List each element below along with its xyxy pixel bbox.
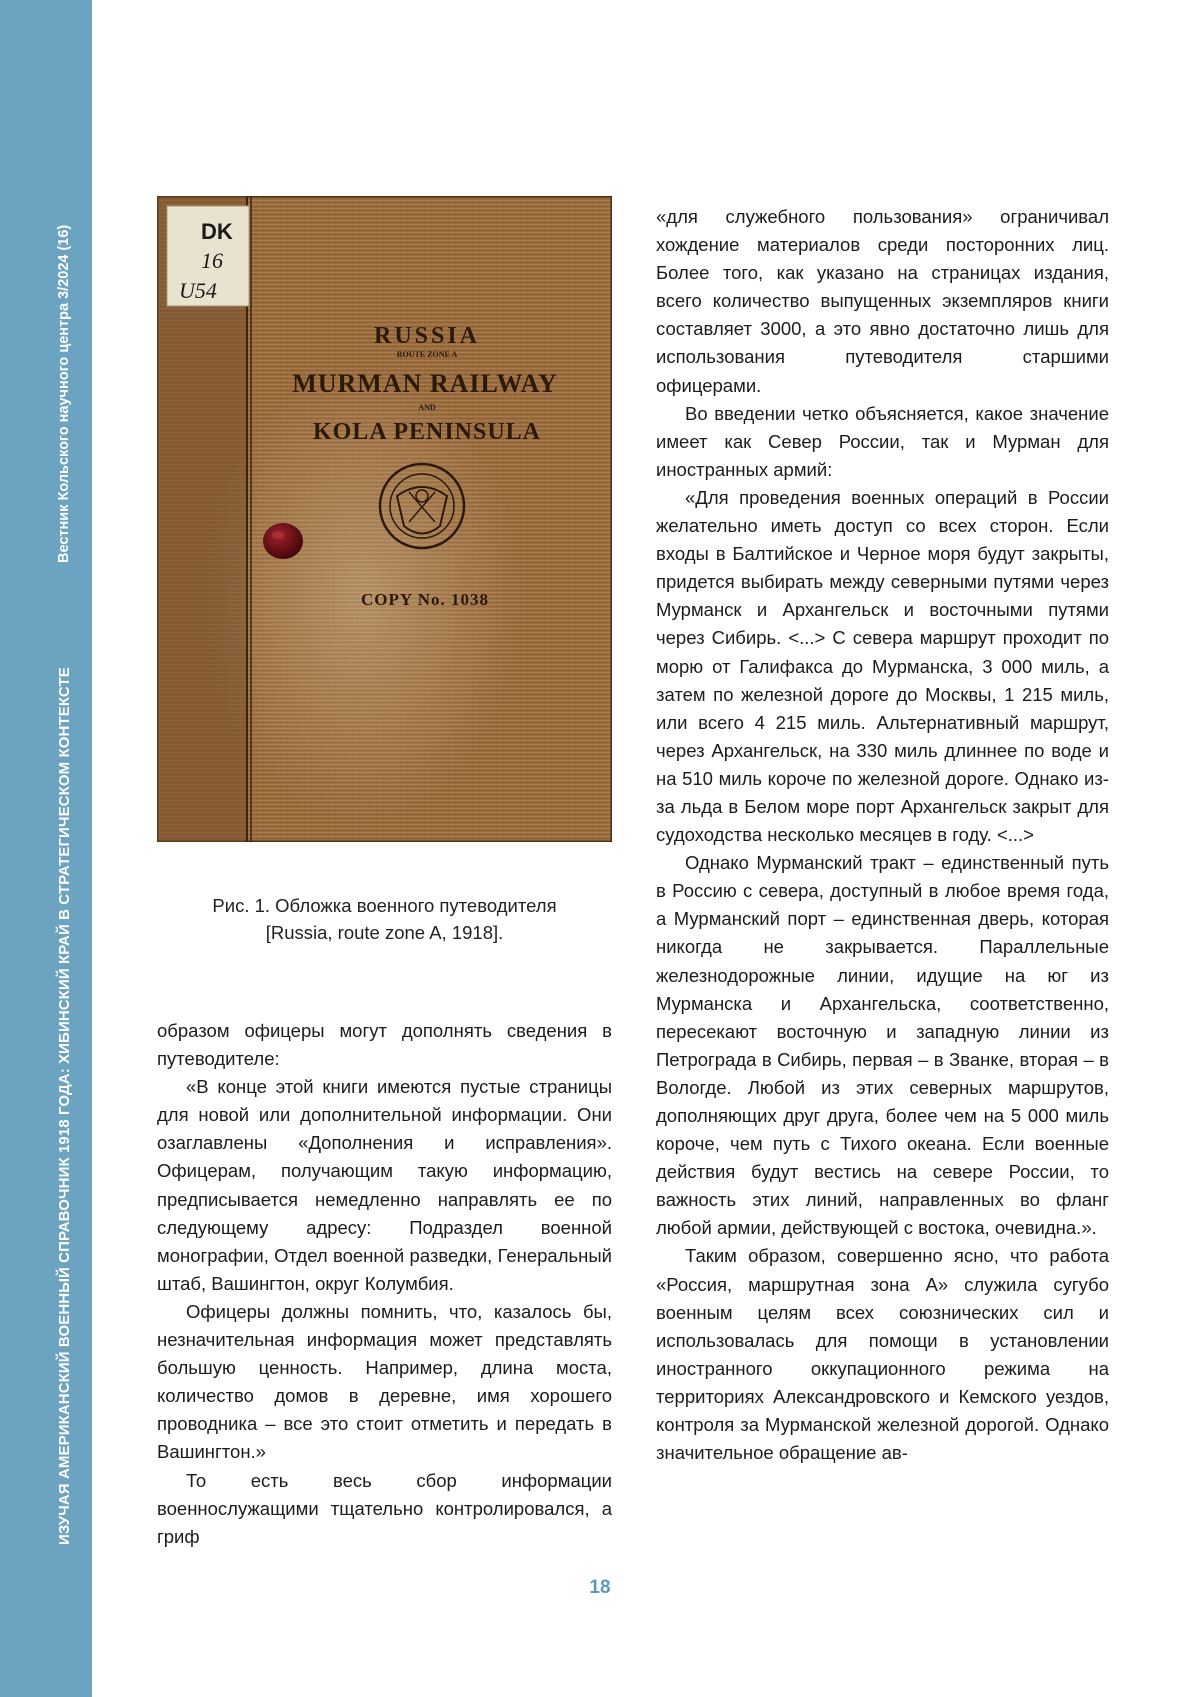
paragraph: «В конце этой книги имеются пустые страницы для новой или дополнительной информации. Они озаглавлены «Дополнения и исправления». Офицерам, получающим такую информацию, предписывается немедленно направлять ее по следующему адресу: Подраздел военной монографии, Отдел военной разведки, Генеральный штаб, Вашингтон, округ Колумбия. <box>157 1073 612 1298</box>
cover-subtitle: ROUTE ZONE A <box>397 350 458 359</box>
paragraph: То есть весь сбор информации военнослужащими тщательно контролировался, а гриф <box>157 1467 612 1551</box>
left-text-column <box>157 1017 612 1551</box>
article-running-title: ИЗУЧАЯ АМЕРИКАНСКИЙ ВОЕННЫЙ СПРАВОЧНИК 1918 ГОДА: ХИБИНСКИЙ КРАЙ В СТРАТЕГИЧЕСКОМ КОНТЕКСТЕ <box>56 667 73 1545</box>
wax-seal <box>263 523 303 559</box>
cover-title: RUSSIA <box>374 323 480 349</box>
paragraph: Офицеры должны помнить, что, казалось бы, незначительная информация может представлять большую ценность. Например, длина моста, количество домов в деревне, имя хорошего проводника – все это стоит отметить и передать в Вашингтон.» <box>157 1298 612 1467</box>
paragraph: Во введении четко объясняется, какое значение имеет как Север России, так и Мурман для иностранных армий: <box>656 400 1109 484</box>
cover-line-kola: KOLA PENINSULA <box>313 419 541 445</box>
page-number: 18 <box>0 1577 1200 1599</box>
call-number-dk: DK <box>201 219 233 244</box>
library-call-number-label <box>167 206 249 306</box>
paragraph: Однако Мурманский тракт – единственный путь в Россию с севера, доступный в любое время года, а Мурманский порт – единственная дверь, которая никогда не закрывается. Параллельные железнодорожные линии, идущие на юг из Мурманска и Архангельска, соответственно, пересекают восточную и западную линии из Петрограда в Сибирь, первая – в Званке, вторая – в Вологде. Любой из этих северных маршрутов, дополняющих друг друга, более чем на 5 000 миль короче, чем путь с Тихого океана. Если военные действия будут вестись на севере России, то важность этих линий, направленных во фланг любой армии, действующей с востока, очевидна.». <box>656 849 1109 1242</box>
cover-copy-number: COPY No. 1038 <box>361 590 489 609</box>
paragraph: Таким образом, совершенно ясно, что работа «Россия, маршрутная зона А» служила сугубо военным целям всех союзнических сил и использовалась для помощи в установлении иностранного оккупационного режима на территориях Александровского и Кемского уездов, контроля за Мурманской железной дорогой. Однако значительное обращение ав- <box>656 1242 1109 1467</box>
right-text-column <box>656 203 1109 1467</box>
cover-line-murman: MURMAN RAILWAY <box>292 369 558 398</box>
call-number-u54: U54 <box>179 278 217 303</box>
paragraph: «для служебного пользования» ограничивал хождение материалов среди посторонних лиц. Более того, как указано на страницах издания, всего количество выпущенных экземпляров книги составляет 3000, а это явно достаточно лишь для использования путеводителя старшими офицерами. <box>656 203 1109 400</box>
figure-caption <box>157 892 612 946</box>
paragraph: «Для проведения военных операций в России желательно иметь доступ со всех сторон. Если входы в Балтийское и Черное моря будут закрыты, придется выбирать между северными путями через Мурманск и Архангельск и восточными путями через Сибирь. <...> С севера маршрут проходит по морю от Галифакса до Мурманска, 3 000 миль, а затем по железной дороге до Москвы, 1 215 миль, или всего 4 215 миль. Альтернативный маршрут, через Архангельск, на 330 миль длиннее по воде и на 510 миль короче по железной дороге. Однако из-за льда в Белом море порт Архангельск закрыт для судоходства несколько месяцев в году. <...> <box>656 484 1109 849</box>
paragraph: образом офицеры могут дополнять сведения в путеводителе: <box>157 1017 612 1073</box>
cover-and: AND <box>418 403 436 412</box>
call-number-16: 16 <box>201 248 223 273</box>
figure-caption-line2: [Russia, route zone A, 1918]. <box>157 919 612 946</box>
sidebar-band <box>0 0 92 1697</box>
journal-running-head: Вестник Кольского научного центра 3/2024 (16) <box>56 225 72 563</box>
book-cover-figure <box>157 196 612 842</box>
figure-caption-line1: Рис. 1. Обложка военного путеводителя <box>157 892 612 919</box>
